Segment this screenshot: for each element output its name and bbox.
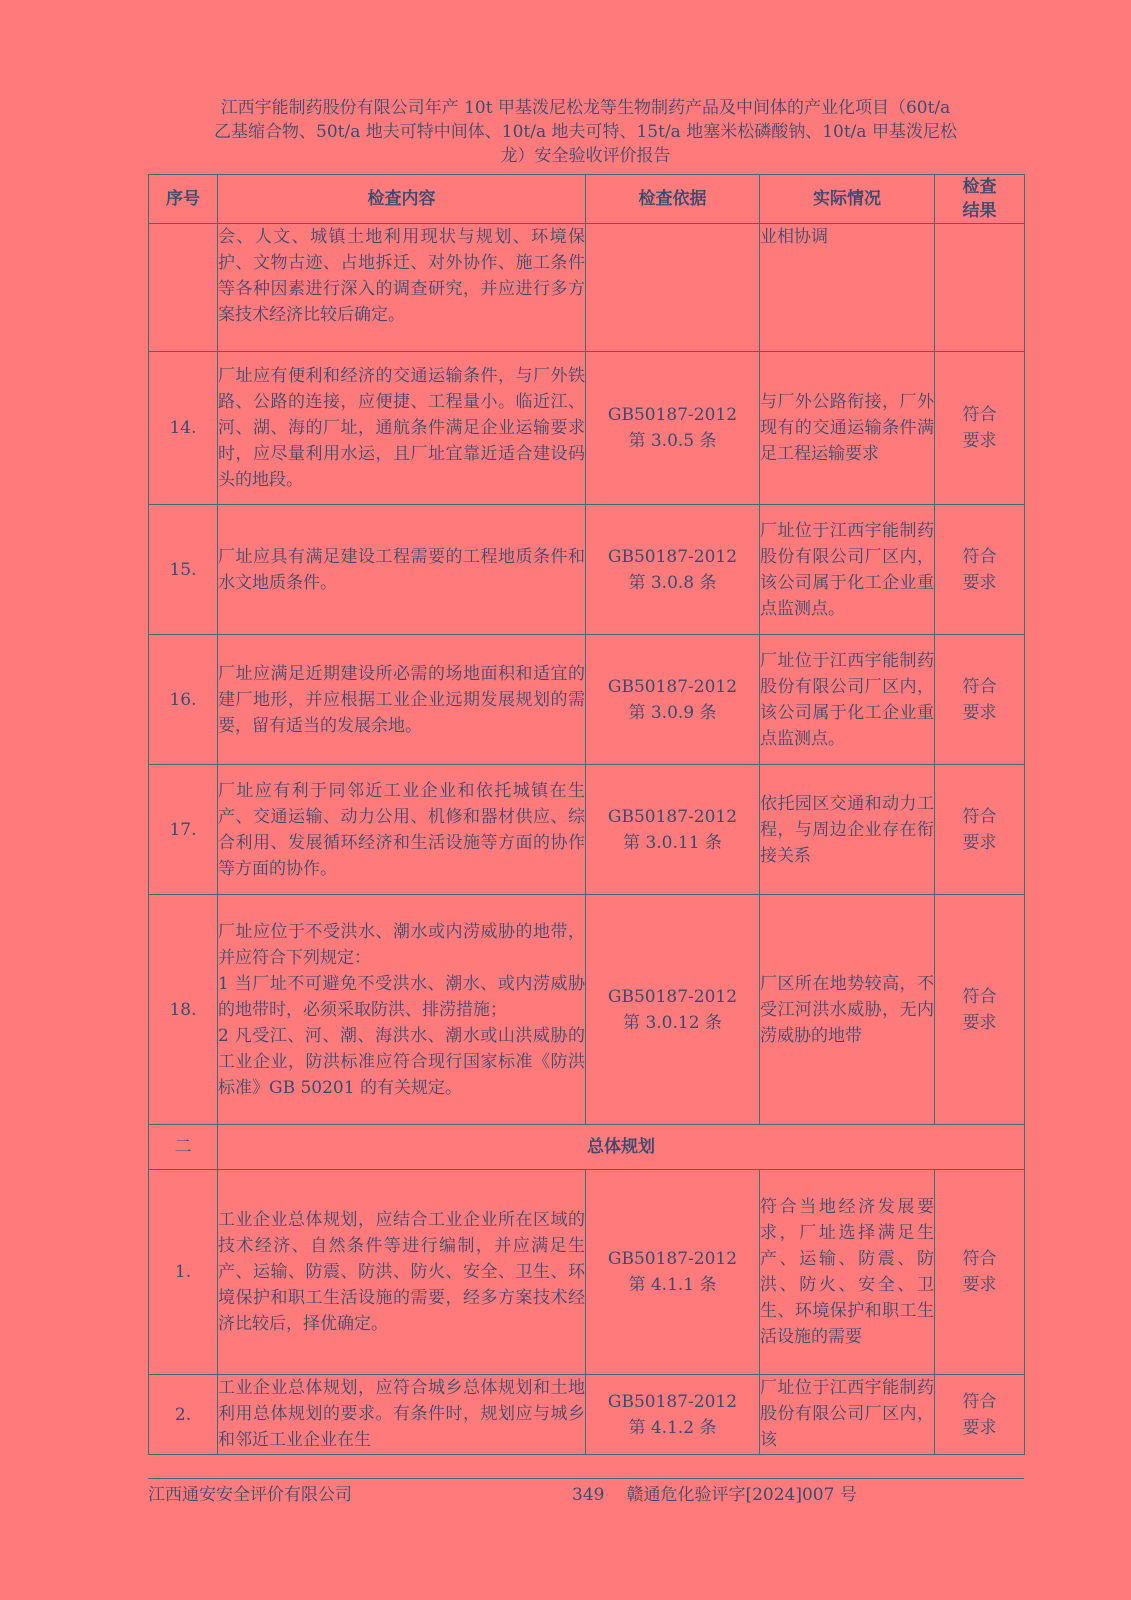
table-row [149, 224, 1025, 352]
basis-code: GB50187-2012 [607, 1249, 738, 1269]
row-basis [586, 1375, 760, 1455]
row-actual: 厂址位于江西宇能制药股份有限公司厂区内，该 [760, 1375, 935, 1455]
row-result: 符合要求 [935, 1170, 1025, 1375]
table-row [149, 635, 1025, 765]
row-content: 厂址应有便利和经济的交通运输条件，与厂外铁路、公路的连接，应便捷、工程量小。临近江、河、湖、海的厂址，通航条件满足企业运输要求时，应尽量利用水运，且厂址宜靠近适合建设码头的地段。 [218, 352, 586, 505]
basis-clause: 第 3.0.9 条 [628, 702, 717, 723]
row-actual: 与厂外公路衔接，厂外现有的交通运输条件满足工程运输要求 [760, 352, 935, 505]
row-actual: 厂区所在地势较高，不受江河洪水威胁，无内涝威胁的地带 [760, 895, 935, 1125]
row-basis [586, 635, 760, 765]
table-row [149, 505, 1025, 635]
basis-clause: 第 3.0.12 条 [623, 1012, 722, 1033]
row-basis [586, 352, 760, 505]
basis-clause: 第 3.0.11 条 [623, 832, 722, 853]
table-row [149, 1375, 1025, 1455]
row-result [935, 224, 1025, 352]
row-result: 符合要求 [935, 1375, 1025, 1455]
row-basis [586, 1170, 760, 1375]
section-title: 总体规划 [218, 1125, 1025, 1170]
row-basis [586, 895, 760, 1125]
header-line-1: 江西宇能制药股份有限公司年产 10t 甲基泼尼松龙等生物制药产品及中间体的产业化项目（60t/a [220, 98, 951, 118]
col-header-actual: 实际情况 [760, 175, 935, 224]
table-row [149, 352, 1025, 505]
row-result: 符合要求 [935, 765, 1025, 895]
row-actual: 业相协调 [760, 224, 935, 352]
basis-code: GB50187-2012 [607, 1391, 738, 1412]
row-result: 符合要求 [935, 352, 1025, 505]
row-basis [586, 765, 760, 895]
row-content: 会、人文、城镇土地利用现状与规划、环境保护、文物古迹、占地拆迁、对外协作、施工条件等各种因素进行深入的调查研究，并应进行多方案技术经济比较后确定。 [218, 224, 586, 352]
basis-clause: 第 4.1.1 条 [628, 1275, 717, 1295]
row-result: 符合要求 [935, 505, 1025, 635]
table-row [149, 1170, 1025, 1375]
table-header-row [149, 175, 1025, 224]
row-actual: 厂址位于江西宇能制药股份有限公司厂区内，该公司属于化工企业重点监测点。 [760, 635, 935, 765]
page-header [148, 96, 1023, 168]
table-row [149, 765, 1025, 895]
row-actual: 厂址位于江西宇能制药股份有限公司厂区内，该公司属于化工企业重点监测点。 [760, 505, 935, 635]
document-number: 赣通危化验评字[2024]007 号 [626, 1485, 857, 1505]
row-result: 符合要求 [935, 895, 1025, 1125]
content-line: 厂址应位于不受洪水、潮水或内涝威胁的地带，并应符合下列规定： [218, 921, 585, 968]
col-header-seq: 序号 [149, 175, 218, 224]
row-seq: 15. [149, 505, 218, 635]
row-content: 厂址应有利于同邻近工业企业和依托城镇在生产、交通运输、动力公用、机修和器材供应、综合利用、发展循环经济和生活设施等方面的协作等方面的协作。 [218, 765, 586, 895]
section-seq: 二 [149, 1125, 218, 1170]
header-line-3: 龙）安全验收评价报告 [500, 146, 671, 166]
footer-company: 江西通安安全评价有限公司 [148, 1485, 352, 1505]
content-line: 2 凡受江、河、潮、海洪水、潮水或山洪威胁的工业企业，防洪标准应符合现行国家标准《防洪标准》GB 50201 的有关规定。 [218, 1025, 585, 1098]
basis-clause: 第 3.0.8 条 [628, 572, 717, 593]
footer-right [572, 1483, 857, 1507]
header-line-2: 乙基缩合物、50t/a 地夫可特中间体、10t/a 地夫可特、15t/a 地塞米松磷酸钠、10t/a 甲基泼尼松 [214, 122, 957, 142]
table-row [149, 895, 1025, 1125]
row-seq: 1. [149, 1170, 218, 1375]
row-content: 工业企业总体规划，应结合工业企业所在区域的技术经济、自然条件等进行编制，并应满足生产、运输、防震、防洪、防火、安全、卫生、环境保护和职工生活设施的需要，经多方案技术经济比较后，择优确定。 [218, 1170, 586, 1375]
content-line: 1 当厂址不可避免不受洪水、潮水、或内涝威胁的地带时，必须采取防洪、排涝措施； [218, 973, 585, 1020]
basis-code: GB50187-2012 [607, 405, 738, 425]
section-row [149, 1125, 1025, 1170]
footer-divider [148, 1478, 1024, 1479]
basis-clause: 第 4.1.2 条 [628, 1417, 717, 1438]
row-content: 工业企业总体规划，应符合城乡总体规划和土地利用总体规划的要求。有条件时，规划应与城乡和邻近工业企业在生 [218, 1375, 586, 1455]
row-actual: 依托园区交通和动力工程，与周边企业存在衔接关系 [760, 765, 935, 895]
basis-code: GB50187-2012 [607, 806, 738, 827]
row-seq: 17. [149, 765, 218, 895]
basis-code: GB50187-2012 [607, 676, 738, 697]
row-result: 符合要求 [935, 635, 1025, 765]
row-basis [586, 505, 760, 635]
row-basis [586, 224, 760, 352]
inspection-table [148, 174, 1025, 1455]
col-header-basis: 检查依据 [586, 175, 760, 224]
row-seq: 16. [149, 635, 218, 765]
row-content: 厂址应满足近期建设所必需的场地面积和适宜的建厂地形，并应根据工业企业远期发展规划的需要，留有适当的发展余地。 [218, 635, 586, 765]
row-seq [149, 224, 218, 352]
row-content [218, 895, 586, 1125]
row-seq: 2. [149, 1375, 218, 1455]
row-seq: 18. [149, 895, 218, 1125]
row-seq: 14. [149, 352, 218, 505]
basis-code: GB50187-2012 [607, 546, 738, 567]
basis-code: GB50187-2012 [607, 986, 738, 1007]
basis-clause: 第 3.0.5 条 [628, 431, 717, 451]
col-header-result: 检查结果 [935, 175, 1025, 224]
col-header-content: 检查内容 [218, 175, 586, 224]
row-actual: 符合当地经济发展要求，厂址选择满足生产、运输、防震、防洪、防火、安全、卫生、环境保护和职工生活设施的需要 [760, 1170, 935, 1375]
page-number: 349 [572, 1485, 605, 1505]
row-content: 厂址应具有满足建设工程需要的工程地质条件和水文地质条件。 [218, 505, 586, 635]
